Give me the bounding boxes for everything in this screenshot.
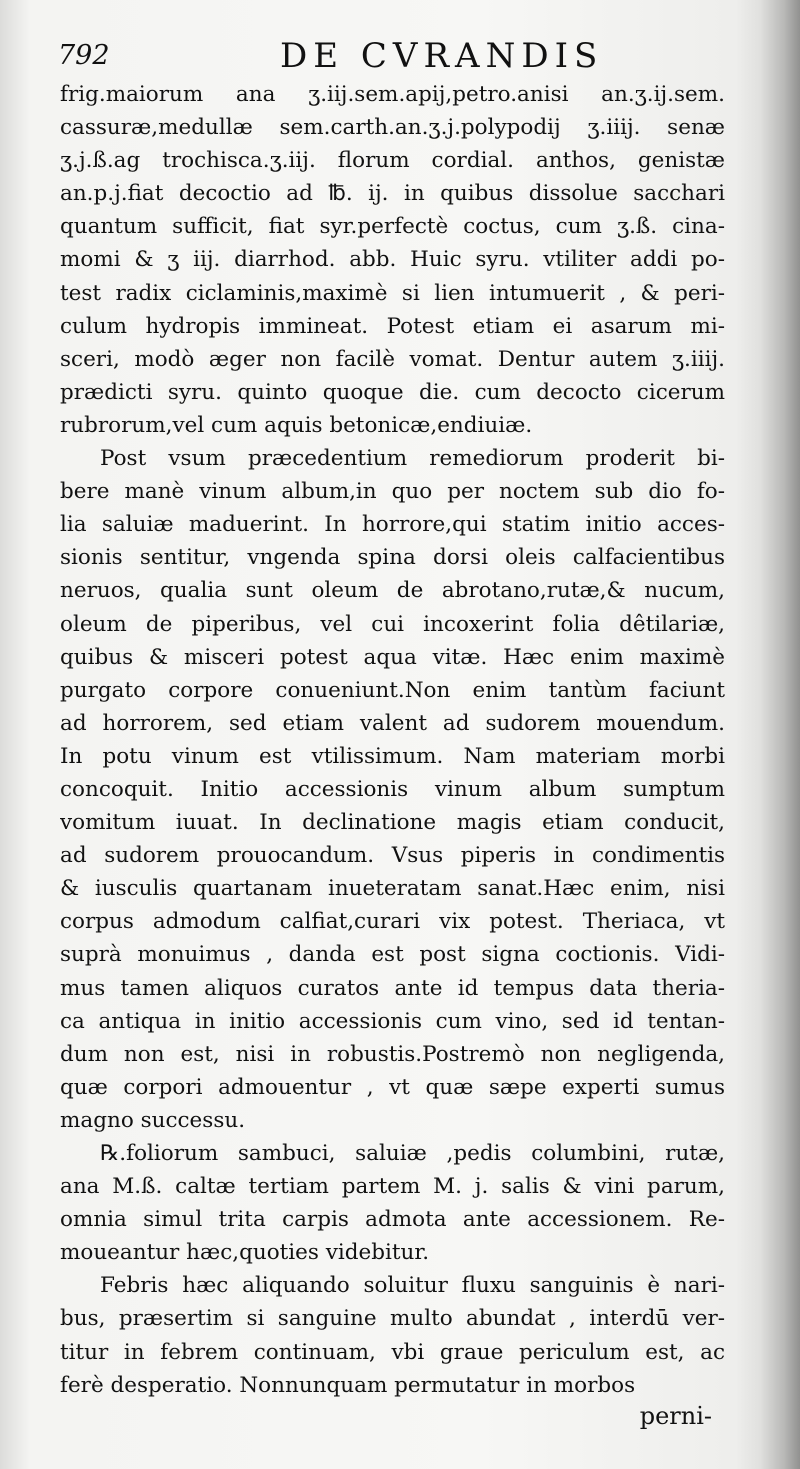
- text-line: dum non est, nisi in robustis.Postremò non negligenda,: [60, 1041, 725, 1067]
- text-line: rubrorum,vel cum aquis betonicæ,endiuiæ.: [60, 412, 533, 438]
- text-line: corpus admodum calfiat,curari vix potest. Theriaca, vt: [60, 909, 725, 935]
- text-line: sionis sentitur, vngenda spina dorsi oleis calfacientibus: [60, 545, 725, 571]
- text-line: culum hydropis immineat. Potest etiam ei asarum mi-: [60, 313, 725, 339]
- text-line: magno successu.: [60, 1107, 246, 1133]
- text-line: oleum de piperibus, vel cui incoxerint folia dêtilariæ,: [60, 611, 725, 637]
- text-line: bere manè vinum album,in quo per noctem sub dio fo-: [60, 479, 725, 505]
- text-line: an.p.j.fiat decoctio ad ℔. ij. in quibus dissolue sacchari: [60, 181, 725, 207]
- running-head: DE CVRANDIS: [280, 36, 604, 76]
- text-line: vomitum iuuat. In declinatione magis etiam conducit,: [60, 810, 725, 836]
- text-line: titur in febrem continuam, vbi graue periculum est, ac: [60, 1339, 725, 1365]
- text-line: cassuræ,medullæ sem.carth.an.ʒ.j.polypodij ʒ.iiij. senæ: [60, 115, 725, 141]
- text-line: purgato corpore conueniunt.Non enim tantùm faciunt: [60, 677, 725, 703]
- page-header: [58, 34, 738, 78]
- catchword: perni-: [639, 1402, 712, 1430]
- text-body: [60, 78, 725, 1402]
- text-line: neruos, qualia sunt oleum de abrotano,rutæ,& nucum,: [60, 578, 725, 604]
- text-line: concoquit. Initio accessionis vinum album sumptum: [60, 776, 725, 802]
- text-line: omnia simul trita carpis admota ante accessionem. Re-: [60, 1207, 725, 1233]
- text-line: test radix ciclaminis,maximè si lien intumuerit , & peri-: [60, 280, 725, 306]
- paragraph: [60, 442, 725, 1137]
- text-line: prædicti syru. quinto quoque die. cum decocto cicerum: [60, 379, 725, 405]
- paragraph: [60, 1269, 725, 1401]
- paragraph: [60, 78, 725, 442]
- text-line: ℞.foliorum sambuci, saluiæ ,pedis columbini, rutæ,: [100, 1141, 725, 1166]
- text-line: quibus & misceri potest aqua vitæ. Hæc enim maximè: [60, 644, 725, 670]
- text-line: sceri, modò æger non facilè vomat. Dentur autem ʒ.iiij.: [60, 346, 725, 372]
- text-line: quæ corpori admouentur , vt quæ sæpe experti sumus: [60, 1074, 725, 1100]
- text-line: & iusculis quartanam inueteratam sanat.Hæc enim, nisi: [60, 876, 725, 902]
- page-gutter-shadow: [760, 0, 800, 1469]
- text-line: lia saluiæ maduerint. In horrore,qui statim initio acces-: [60, 512, 725, 538]
- text-line: moueantur hæc,quoties videbitur.: [60, 1240, 430, 1266]
- text-line: suprà monuimus , danda est post signa coctionis. Vidi-: [60, 942, 725, 968]
- text-line: frig.maiorum ana ʒ.iij.sem.apij,petro.anisi an.ʒ.ij.sem.: [60, 82, 725, 107]
- text-line: ana M.ß. caltæ tertiam partem M. j. salis & vini parum,: [60, 1174, 725, 1200]
- page-number: 792: [58, 40, 110, 71]
- text-line: ad sudorem prouocandum. Vsus piperis in condimentis: [60, 843, 725, 869]
- text-line: momi & ʒ iij. diarrhod. abb. Huic syru. vtiliter addi po-: [60, 247, 725, 273]
- text-line: ca antiqua in initio accessionis cum vino, sed id tentan-: [60, 1008, 725, 1034]
- text-line: ad horrorem, sed etiam valent ad sudorem mouendum.: [60, 710, 725, 736]
- text-line: In potu vinum est vtilissimum. Nam materiam morbi: [60, 743, 725, 769]
- paragraph: [60, 1137, 725, 1269]
- text-line: ferè desperatio. Nonnunquam permutatur in morbos: [60, 1372, 636, 1398]
- text-line: Post vsum præcedentium remediorum proderit bi-: [100, 446, 725, 472]
- text-line: mus tamen aliquos curatos ante id tempus data theria-: [60, 975, 725, 1001]
- text-line: quantum sufficit, fiat syr.perfectè coctus, cum ʒ.ß. cina-: [60, 214, 725, 240]
- text-line: Febris hæc aliquando soluitur fluxu sanguinis è nari-: [100, 1273, 725, 1299]
- text-line: bus, præsertim si sanguine multo abundat , interdū ver-: [60, 1306, 725, 1332]
- text-line: ʒ.j.ß.ag trochisca.ʒ.iij. florum cordial. anthos, genistæ: [60, 148, 725, 174]
